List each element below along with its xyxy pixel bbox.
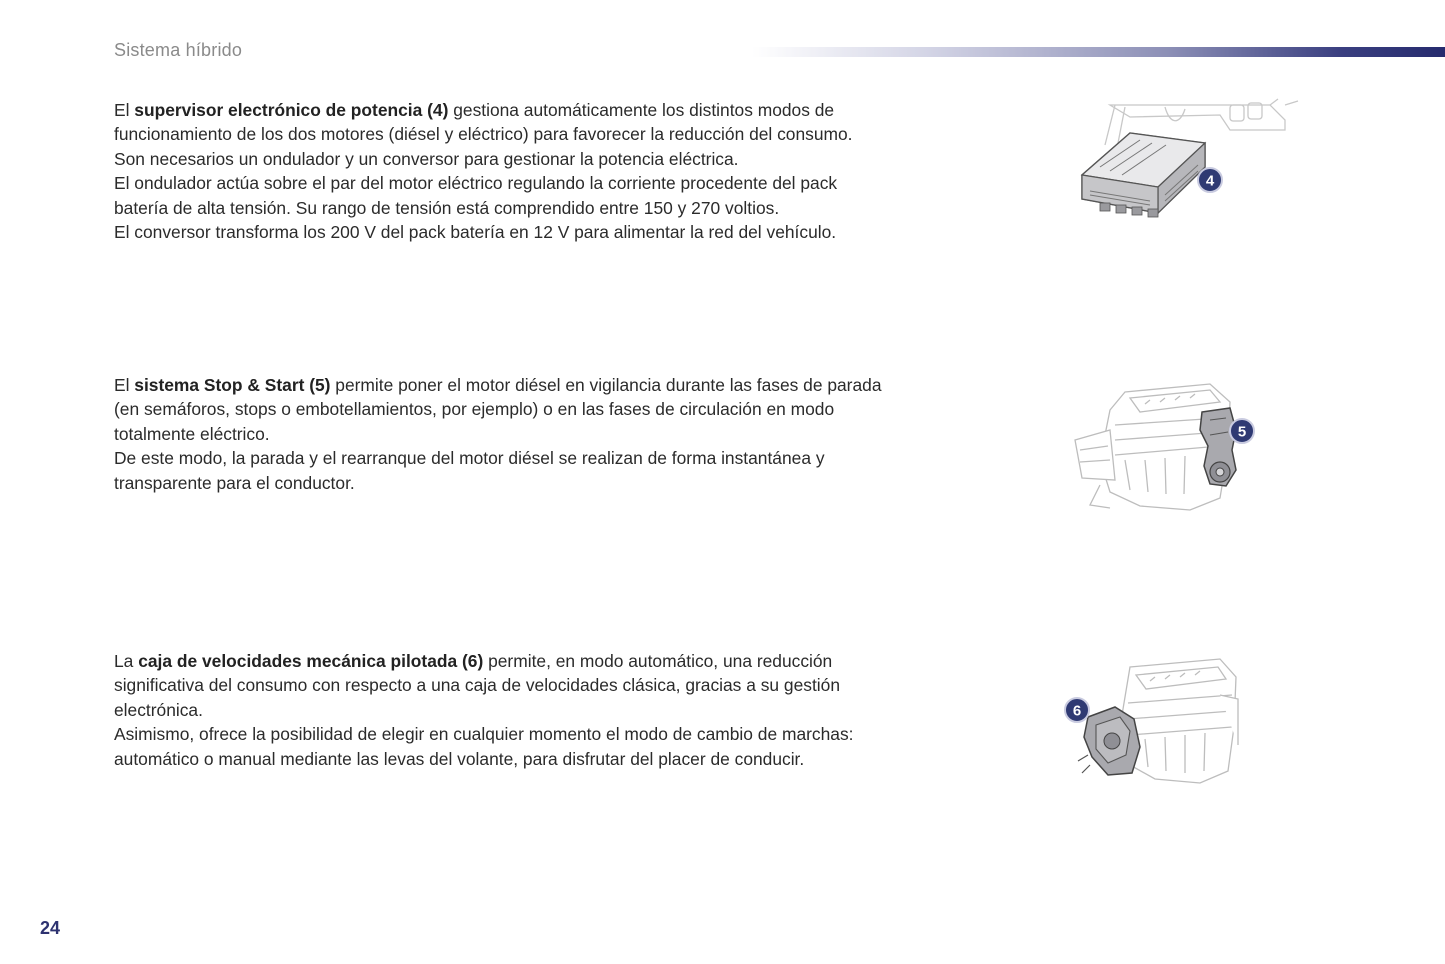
paragraph-line: Asimismo, ofrece la posibilidad de elegir en cualquier momento el modo de cambio de marchas: [114, 724, 854, 745]
callout-badge-label: 4 [1205, 172, 1215, 190]
paragraph-line: significativa del consumo con respecto a una caja de velocidades clásica, gracias a su gestión [114, 675, 840, 696]
paragraph-line: El ondulador actúa sobre el par del motor eléctrico regulando la corriente procedente del pack [114, 173, 838, 194]
paragraph-line: (en semáforos, stops o embotellamientos, por ejemplo) o en las fases de circulación en modo [114, 399, 835, 420]
paragraph-line: El sistema Stop & Start (5) permite poner el motor diésel en vigilancia durante las fases de parada [114, 375, 882, 395]
bold-term: caja de velocidades mecánica pilotada (6) [138, 651, 484, 671]
header-gradient-bar [752, 47, 1445, 57]
text-block-stop-start [114, 373, 944, 495]
bold-term: sistema Stop & Start (5) [134, 375, 331, 395]
gearbox-icon [1060, 655, 1250, 790]
callout-badge-label: 6 [1072, 702, 1082, 720]
paragraph-line: transparente para el conductor. [114, 472, 355, 493]
paragraph-line: Son necesarios un ondulador y un conversor para gestionar la potencia eléctrica. [114, 148, 739, 169]
paragraph-line: automático o manual mediante las levas del volante, para disfrutar del placer de conducir. [114, 748, 805, 769]
paragraph-line: De este modo, la parada y el rearranque del motor diésel se realizan de forma instantánea y [114, 448, 825, 469]
paragraph-line: funcionamiento de los dos motores (diésel y eléctrico) para favorecer la reducción del consumo. [114, 124, 853, 145]
page-number: 24 [40, 918, 61, 938]
paragraph-line: electrónica. [114, 699, 203, 720]
callout-badge-label: 5 [1237, 423, 1247, 441]
paragraph-line: El supervisor electrónico de potencia (4) gestiona automáticamente los distintos modos de [114, 100, 835, 120]
paragraph-line: La caja de velocidades mecánica pilotada (6) permite, en modo automático, una reducción [114, 651, 833, 671]
engine-stop-start-icon [1070, 380, 1270, 515]
bold-term: supervisor electrónico de potencia (4) [134, 100, 449, 120]
paragraph-line: El conversor transforma los 200 V del pack batería en 12 V para alimentar la red del vehículo. [114, 222, 837, 243]
paragraph-line: totalmente eléctrico. [114, 423, 270, 444]
text-block-power-supervisor [114, 98, 944, 244]
power-supervisor-icon [1070, 95, 1310, 235]
section-title: Sistema híbrido [114, 40, 243, 60]
paragraph-line: batería de alta tensión. Su rango de tensión está comprendido entre 150 y 270 voltios. [114, 197, 780, 218]
text-block-gearbox [114, 649, 944, 771]
